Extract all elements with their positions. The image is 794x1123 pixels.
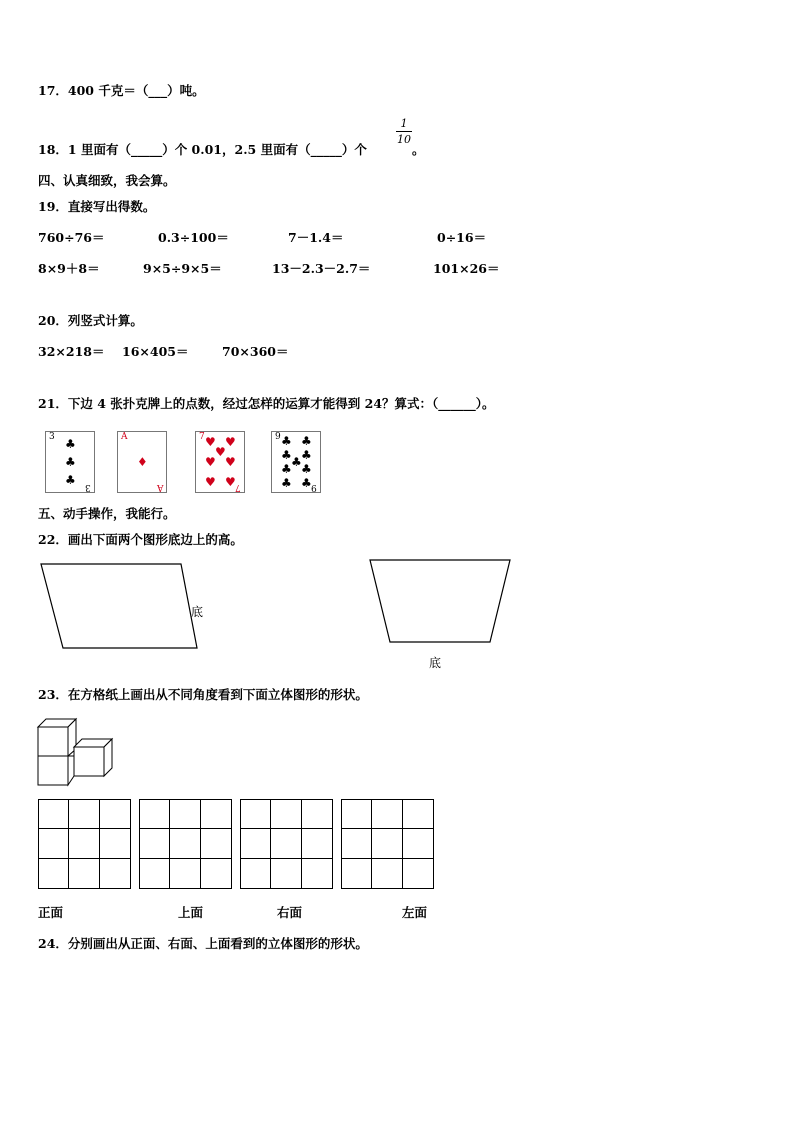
q19-r1-c2: 0.3÷100＝ bbox=[158, 230, 229, 245]
grid-front-view[interactable] bbox=[38, 799, 131, 889]
club-icon: ♣ bbox=[281, 434, 292, 448]
club-icon: ♣ bbox=[301, 462, 312, 476]
question-20-title: 20．列竖式计算。 bbox=[38, 313, 143, 328]
heart-icon: ♥ bbox=[205, 455, 216, 469]
club-icon: ♣ bbox=[301, 434, 312, 448]
heart-icon: ♥ bbox=[225, 435, 236, 449]
heart-icon: ♥ bbox=[205, 435, 216, 449]
fraction-numerator: 1 bbox=[400, 117, 408, 130]
q20-item-2: 16×405＝ bbox=[122, 344, 189, 359]
label-front-view: 正面 bbox=[38, 905, 64, 920]
question-17: 17．400 千克＝（___）吨。 bbox=[38, 83, 205, 98]
card-rank-inverted: 3 bbox=[85, 482, 91, 492]
grid-top-view[interactable] bbox=[139, 799, 232, 889]
q19-r2-c2: 9×5÷9×5＝ bbox=[143, 261, 222, 276]
card-rank: A bbox=[121, 432, 128, 442]
question-19-title: 19．直接写出得数。 bbox=[38, 199, 156, 214]
section-5-heading: 五、动手操作，我能行。 bbox=[38, 506, 176, 521]
section-4-heading: 四、认真细致，我会算。 bbox=[38, 173, 176, 188]
club-icon: ♣ bbox=[281, 462, 292, 476]
question-21: 21．下边 4 张扑克牌上的点数，经过怎样的运算才能得到 24？算式：（______）。 bbox=[38, 396, 495, 411]
card-rank: 3 bbox=[49, 432, 55, 442]
club-icon: ♣ bbox=[65, 455, 76, 469]
question-22-title: 22．画出下面两个图形底边上的高。 bbox=[38, 532, 243, 547]
question-24-title: 24．分别画出从正面、右面、上面看到的立体图形的形状。 bbox=[38, 936, 368, 951]
question-18-part-a: 18．1 里面有（_____）个 0.01，2.5 里面有（_____）个 bbox=[38, 142, 367, 157]
club-icon: ♣ bbox=[281, 476, 292, 490]
diamond-icon: ♦ bbox=[137, 455, 148, 469]
label-right-view: 右面 bbox=[277, 905, 303, 920]
heart-icon: ♥ bbox=[225, 475, 236, 489]
fraction-denominator: 10 bbox=[397, 133, 411, 146]
heart-icon: ♥ bbox=[225, 455, 236, 469]
trapezoid-base-label: 底 bbox=[429, 656, 442, 670]
question-23-title: 23．在方格纸上画出从不同角度看到下面立体图形的形状。 bbox=[38, 687, 368, 702]
club-icon: ♣ bbox=[301, 448, 312, 462]
q20-item-3: 70×360＝ bbox=[222, 344, 289, 359]
label-left-view: 左面 bbox=[402, 905, 428, 920]
club-icon: ♣ bbox=[281, 448, 292, 462]
label-top-view: 上面 bbox=[178, 905, 204, 920]
grid-left-view[interactable] bbox=[341, 799, 434, 889]
q19-r2-c1: 8×9＋8＝ bbox=[38, 261, 100, 276]
club-icon: ♣ bbox=[301, 476, 312, 490]
card-rank: 9 bbox=[275, 432, 281, 442]
q20-item-1: 32×218＝ bbox=[38, 344, 105, 359]
parallelogram-base-label: 底 bbox=[191, 605, 204, 619]
q19-r1-c3: 7－1.4＝ bbox=[288, 230, 344, 245]
q19-r1-c4: 0÷16＝ bbox=[437, 230, 487, 245]
card-rank-inverted: 9 bbox=[311, 482, 317, 492]
club-icon: ♣ bbox=[65, 473, 76, 487]
q19-r1-c1: 760÷76＝ bbox=[38, 230, 105, 245]
q19-r2-c3: 13－2.3－2.7＝ bbox=[272, 261, 371, 276]
card-rank-inverted: A bbox=[156, 482, 163, 492]
q19-r2-c4: 101×26＝ bbox=[433, 261, 500, 276]
club-icon: ♣ bbox=[291, 455, 302, 469]
heart-icon: ♥ bbox=[205, 475, 216, 489]
grid-right-view[interactable] bbox=[240, 799, 333, 889]
question-18-end: 。 bbox=[412, 142, 425, 157]
club-icon: ♣ bbox=[65, 437, 76, 451]
card-rank-inverted: 7 bbox=[235, 482, 241, 492]
heart-icon: ♥ bbox=[215, 445, 226, 459]
card-rank: 7 bbox=[199, 432, 205, 442]
